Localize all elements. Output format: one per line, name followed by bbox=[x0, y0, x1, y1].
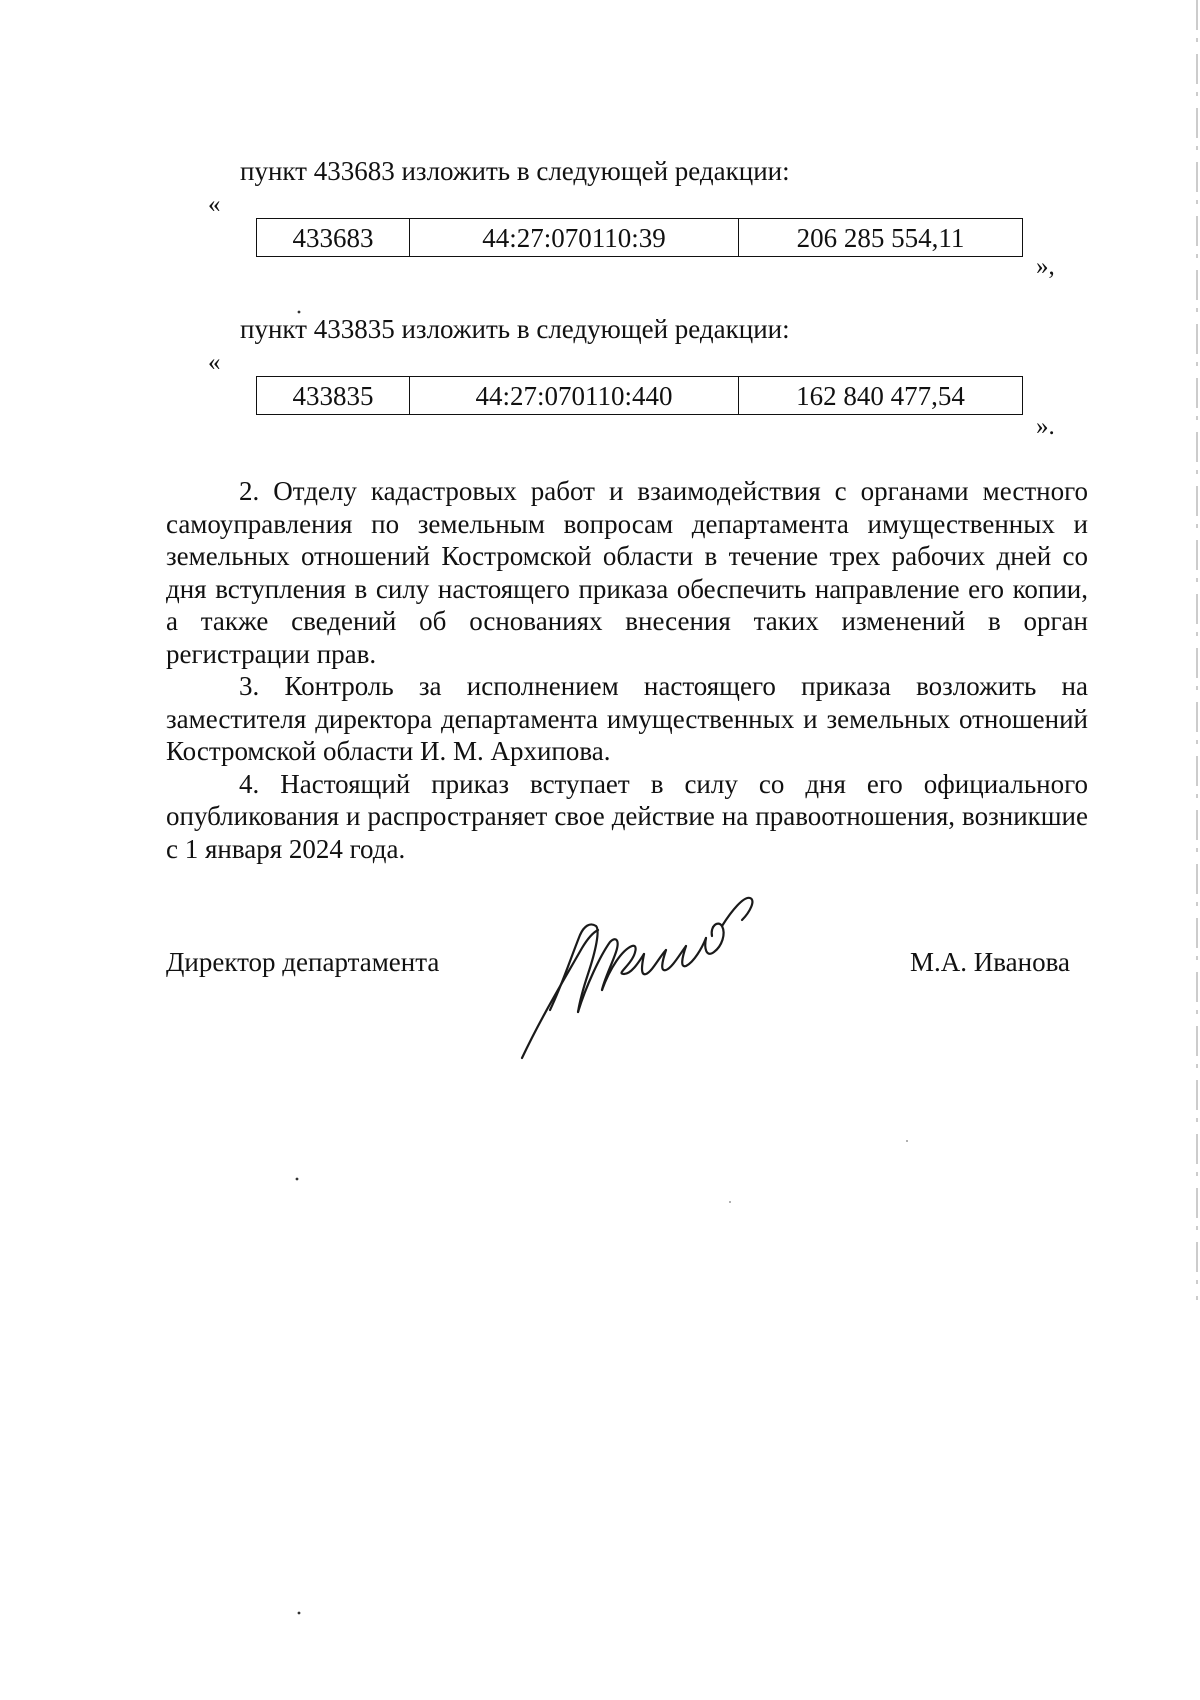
handwritten-signature bbox=[510, 890, 810, 1070]
amendment-2-table bbox=[256, 376, 1023, 415]
scan-speck bbox=[904, 1138, 910, 1144]
cadastral-value-cell: 206 285 554,11 bbox=[739, 219, 1023, 257]
clause-2: 2. Отделу кадастровых работ и взаимодействия с органами местного самоуправления по земельным вопросам департамента имущественных и земельных отношений Костромской области в течение трех рабочих дней со дня вступления в силу настоящего приказа обеспечить направление его копии, а также сведений об основаниях внесения таких изменений в орган регистрации прав. bbox=[166, 476, 1088, 669]
point-number-cell: 433835 bbox=[257, 377, 410, 415]
signatory-name: М.А. Иванова bbox=[910, 947, 1070, 977]
scan-speck bbox=[296, 1610, 302, 1616]
scan-speck bbox=[727, 1199, 733, 1205]
clause-3: 3. Контроль за исполнением настоящего приказа возложить на заместителя директора департамента имущественных и земельных отношений Костромской области И. М. Архипова. bbox=[166, 671, 1088, 766]
amendment-1-table bbox=[256, 218, 1023, 257]
table-row bbox=[257, 219, 1023, 257]
amendment-2-intro: пункт 433835 изложить в следующей редакции: bbox=[240, 314, 790, 344]
scan-speck bbox=[296, 309, 302, 315]
cadastral-value-cell: 162 840 477,54 bbox=[739, 377, 1023, 415]
scan-speck bbox=[294, 1176, 300, 1182]
cadastral-number-cell: 44:27:070110:39 bbox=[410, 219, 739, 257]
amendment-1-intro: пункт 433683 изложить в следующей редакции: bbox=[240, 156, 790, 186]
signatory-position: Директор департамента bbox=[166, 947, 440, 977]
order-clauses bbox=[166, 475, 1088, 865]
amendment-1-open-quote: « bbox=[208, 191, 221, 218]
point-number-cell: 433683 bbox=[257, 219, 410, 257]
scan-edge-line bbox=[1196, 0, 1198, 1300]
amendment-2-open-quote: « bbox=[208, 349, 221, 376]
table-row bbox=[257, 377, 1023, 415]
cadastral-number-cell: 44:27:070110:440 bbox=[410, 377, 739, 415]
clause-4: 4. Настоящий приказ вступает в силу со дня его официального опубликования и распространяет свое действие на правоотношения, возникшие с 1 января 2024 года. bbox=[166, 768, 1088, 864]
amendment-1-close-quote: », bbox=[1036, 253, 1055, 280]
amendment-2-close-quote: ». bbox=[1036, 413, 1055, 440]
